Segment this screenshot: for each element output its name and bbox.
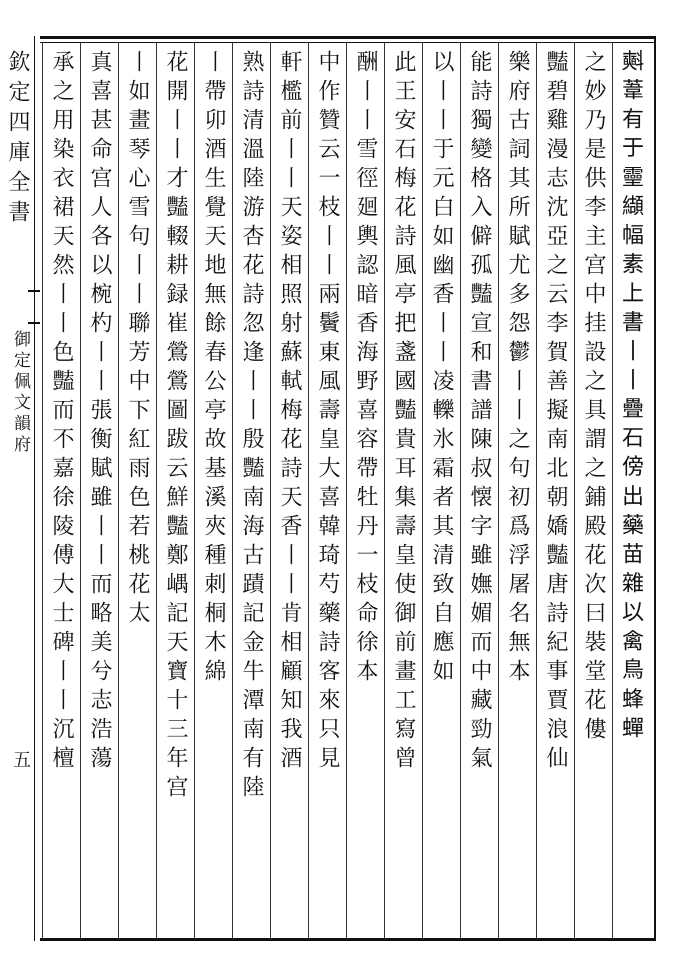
top-border-inner — [40, 42, 654, 43]
top-border — [40, 36, 654, 39]
text-column: 之妙乃是供李主宫中挂設之具謂之鋪殿花次曰裝堂花僂 — [581, 50, 606, 746]
book-subtitle: 御定佩文韻府 — [10, 330, 30, 456]
column-divider — [42, 42, 43, 938]
text-column: 豔碧雞漫志沈亞之云李賀善擬南北朝嬌豔唐詩紀事賈浪仙 — [543, 50, 568, 775]
text-column: 軒檻前丨丨天姿相照射蘇軾梅花詩天香丨丨肯相顧知我酒 — [277, 50, 302, 775]
text-column: 中作贊云一枝丨丨兩鬢東風壽皇大喜韓琦芍藥詩客來只見 — [315, 50, 340, 775]
column-divider — [194, 42, 195, 938]
page-number: 五 — [10, 750, 31, 768]
column-divider — [156, 42, 157, 938]
column-divider — [498, 42, 499, 938]
column-divider — [80, 42, 81, 938]
column-divider — [346, 42, 347, 938]
bottom-border — [40, 938, 654, 941]
column-divider — [460, 42, 461, 938]
text-column: 𣂏葦有于𤫊纈幅素上書丨丨疊石傍出藥苗雜以禽鳥蜂蟬 — [619, 50, 644, 746]
text-column: 真喜甚命宫人各以椀杓丨丨張衡賦雖丨丨而略美兮志浩蕩 — [87, 50, 112, 775]
text-column: 此王安石梅花詩風亭把盞國豔貴耳集壽皇使御前畫工寫曾 — [391, 50, 416, 775]
column-divider — [536, 42, 537, 938]
column-divider — [422, 42, 423, 938]
text-column: 承之用染衣裙天然丨丨色豔而不嘉徐陵傅大士碑丨丨沉檀 — [49, 50, 74, 775]
text-column: 熟詩清溫陸游杏花詩忽逢丨丨殷豔南海古蹟記金牛潭南有陸 — [239, 50, 264, 804]
column-divider — [118, 42, 119, 938]
text-column: 丨帶卯酒生覺天地無餘春公亭故基溪夾種刺桐木綿 — [201, 50, 226, 688]
column-divider — [232, 42, 233, 938]
text-column: 樂府古詞其所賦尤多怨鬱丨丨之句初爲浮屠名無本 — [505, 50, 530, 688]
column-divider — [384, 42, 385, 938]
column-divider — [308, 42, 309, 938]
column-divider — [270, 42, 271, 938]
column-divider — [574, 42, 575, 938]
text-column: 酬丨丨雪徑廻輿認暗香海野喜容帶牡丹一枝命徐本 — [353, 50, 378, 688]
text-column: 丨如畫琴心雪句丨丨聯芳中下紅雨色若桃花太 — [125, 50, 150, 630]
fishtail-mark — [28, 290, 40, 324]
margin-gutter — [0, 50, 32, 930]
text-column: 花開丨丨才豔輟耕録崔鶯鶯圖跋云鮮豔鄭嵎記天寶十三年宫 — [163, 50, 188, 804]
column-divider — [612, 42, 613, 938]
left-border — [34, 36, 35, 941]
book-title: 欽定四庫全書 — [5, 50, 30, 230]
text-column: 能詩獨變格入僻孤豔宣和書譜陳叔懐字雖嫵媚而中藏勁氣 — [467, 50, 492, 775]
text-column: 以丨丨于元白如幽香丨丨凌轢氷霜者其清致自應如 — [429, 50, 454, 688]
right-border — [654, 36, 656, 941]
